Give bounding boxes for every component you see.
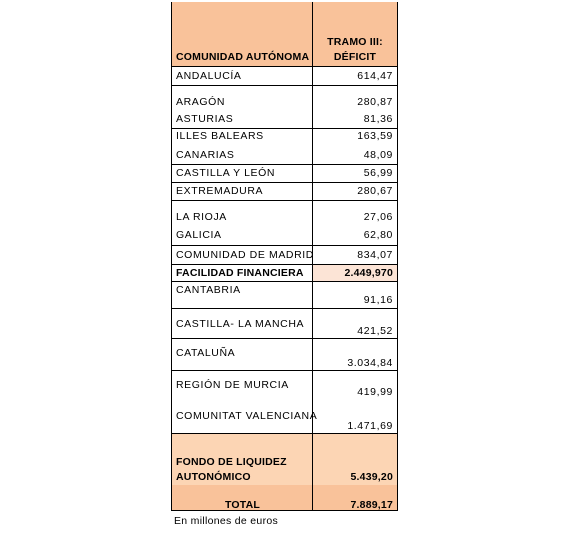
- fund-label-line2: AUTONÓMICO: [176, 471, 251, 483]
- table-row: [171, 111, 398, 129]
- table-row: [171, 246, 398, 265]
- row-value: 48,09: [363, 149, 393, 161]
- row-value: 280,67: [357, 185, 393, 197]
- row-value: 419,99: [357, 386, 393, 398]
- row-value: 614,47: [357, 70, 393, 82]
- table-row: [171, 402, 398, 434]
- table-row: [171, 86, 398, 111]
- fund-value: 5.439,20: [350, 471, 393, 483]
- footnote: En millones de euros: [174, 515, 279, 527]
- row-label: CANARIAS: [176, 149, 235, 161]
- row-label: LA RIOJA: [176, 211, 227, 223]
- column-header-deficit: DÉFICIT: [333, 51, 377, 63]
- row-label: EXTREMADURA: [176, 185, 264, 197]
- row-label: CANTABRIA: [176, 284, 241, 296]
- row-value: 56,99: [363, 167, 393, 179]
- table-row: [171, 227, 398, 246]
- row-label: GALICIA: [176, 229, 222, 241]
- subtotal-value: 2.449,970: [344, 267, 393, 279]
- row-label: COMUNIDAD DE MADRID: [176, 249, 314, 261]
- row-label: CASTILLA Y LEÓN: [176, 167, 276, 179]
- row-value: 163,59: [357, 130, 393, 142]
- row-value: 27,06: [363, 211, 393, 223]
- row-value: 1.471,69: [347, 420, 393, 432]
- row-label: CASTILLA- LA MANCHA: [176, 318, 305, 330]
- total-label: TOTAL: [224, 499, 261, 511]
- row-value: 62,80: [363, 229, 393, 241]
- fund-row: [171, 434, 398, 485]
- table-row: [171, 165, 398, 183]
- row-label: ASTURIAS: [176, 113, 234, 125]
- total-row: [171, 485, 398, 511]
- row-value: 3.034,84: [347, 357, 393, 369]
- table-row: [171, 201, 398, 227]
- table-row: [171, 147, 398, 165]
- row-label: REGIÓN DE MURCIA: [176, 379, 289, 391]
- row-value: 421,52: [357, 325, 393, 337]
- total-value: 7.889,17: [350, 499, 393, 511]
- table-row: [171, 67, 398, 86]
- fund-label-line1: FONDO DE LIQUIDEZ: [176, 456, 287, 468]
- row-label: ARAGÓN: [176, 96, 226, 108]
- row-label: ANDALUCÍA: [176, 70, 242, 82]
- table-row: [171, 339, 398, 371]
- row-value: 81,36: [363, 113, 393, 125]
- table-header: [171, 2, 398, 67]
- table-row: [171, 282, 398, 309]
- deficit-table: [171, 2, 398, 511]
- row-value: 834,07: [357, 249, 393, 261]
- table-row: [171, 183, 398, 201]
- row-label: COMUNITAT VALENCIANA: [176, 410, 318, 422]
- row-label: ILLES BALEARS: [176, 130, 264, 142]
- table-row: [171, 371, 398, 402]
- column-header-tramo: TRAMO III:: [327, 36, 383, 48]
- subtotal-row: [171, 265, 398, 282]
- row-value: 91,16: [363, 294, 393, 306]
- row-value: 280,87: [357, 96, 393, 108]
- subtotal-label: FACILIDAD FINANCIERA: [176, 267, 304, 279]
- table-row: [171, 129, 398, 147]
- column-header-community: COMUNIDAD AUTÓNOMA: [176, 51, 310, 63]
- table-row: [171, 309, 398, 339]
- row-label: CATALUÑA: [176, 347, 236, 359]
